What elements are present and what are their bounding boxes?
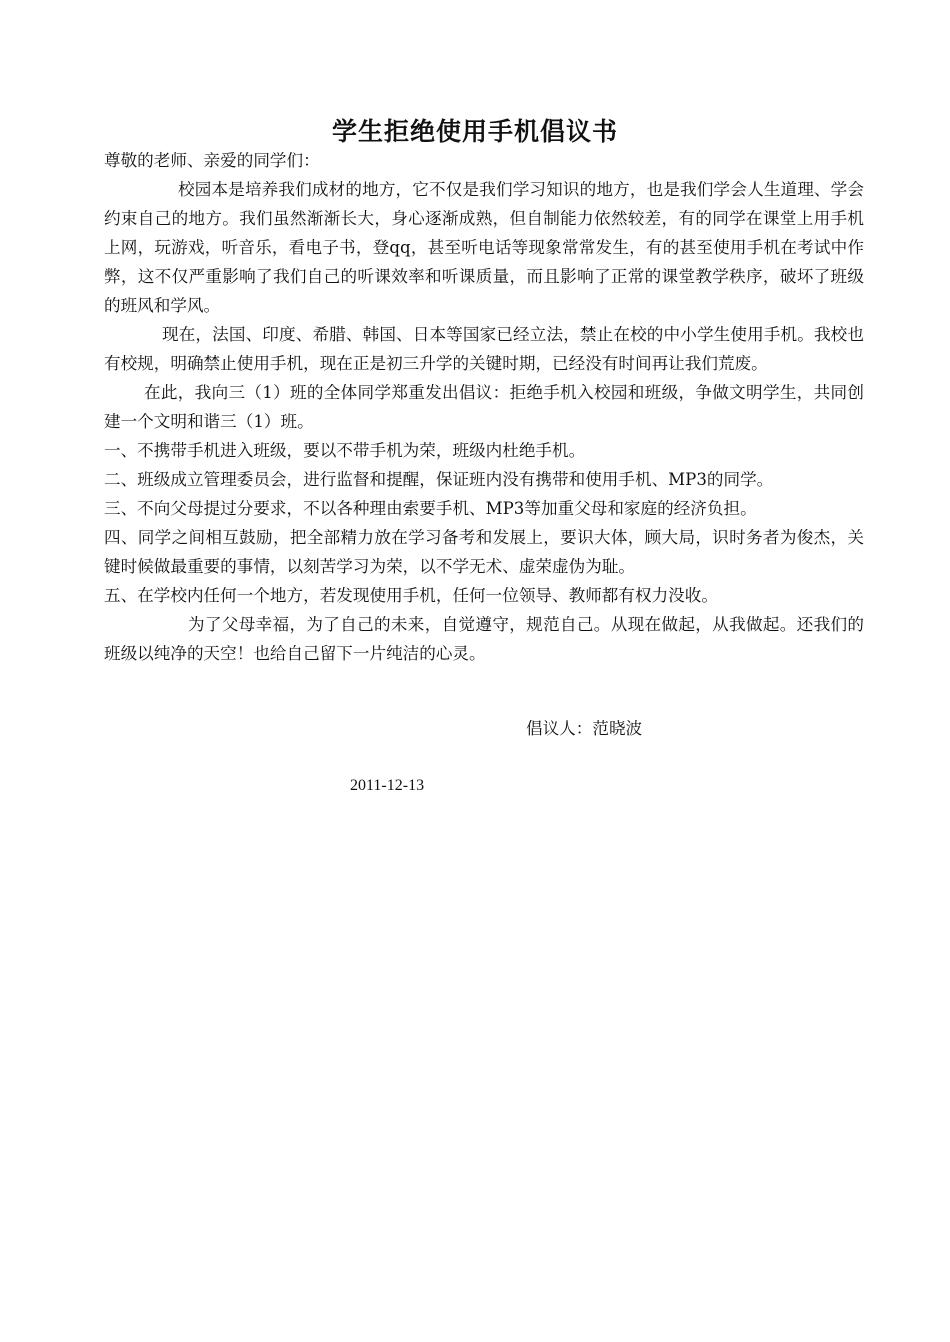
- signature: 倡议人：范晓波: [526, 719, 643, 738]
- list-item-4: 四、同学之间相互鼓励，把全部精力放在学习备考和发展上，要识大体，顾大局，识时务者为俊杰，关键时候做最重要的事情，以刻苦学习为荣，以不学无术、虚荣虚伪为耻。: [104, 528, 864, 576]
- paragraph-proposal: 在此，我向三（1）班的全体同学郑重发出倡议：拒绝手机入校园和班级，争做文明学生，共同创建一个文明和谐三（1）班。: [104, 383, 864, 431]
- document-date: 2011-12-13: [350, 777, 425, 794]
- paragraph-campus: 校园本是培养我们成材的地方，它不仅是我们学习知识的地方，也是我们学会人生道理、学会约束自己的地方。我们虽然渐渐长大，身心逐渐成熟，但自制能力依然较差，有的同学在课堂上用手机上网，玩游戏，听音乐，看电子书，登qq，甚至听电话等现象常常发生，有的甚至使用手机在考试中作弊，这不仅严重影响了我们自己的听课效率和听课质量，而且影响了正常的课堂教学秩序，破坏了班级的班风和学风。: [104, 180, 864, 315]
- document-title: 学生拒绝使用手机倡议书: [331, 117, 618, 146]
- document-body: [104, 146, 864, 668]
- list-item-5: 五、在学校内任何一个地方，若发现使用手机，任何一位领导、教师都有权力没收。: [104, 586, 718, 605]
- paragraph-closing: 为了父母幸福，为了自己的未来，自觉遵守，规范自己。从现在做起，从我做起。还我们的班级以纯净的天空！也给自己留下一片纯洁的心灵。: [104, 615, 864, 663]
- list-item-1: 一、不携带手机进入班级，要以不带手机为荣，班级内杜绝手机。: [104, 441, 586, 460]
- list-item-3: 三、不向父母提过分要求，不以各种理由索要手机、MP3等加重父母和家庭的经济负担。: [104, 499, 757, 518]
- salutation: 尊敬的老师、亲爱的同学们：: [104, 151, 320, 170]
- paragraph-legislation: 现在，法国、印度、希腊、韩国、日本等国家已经立法，禁止在校的中小学生使用手机。我校也有校规，明确禁止使用手机，现在正是初三升学的关键时期，已经没有时间再让我们荒废。: [104, 325, 864, 373]
- list-item-2: 二、班级成立管理委员会，进行监督和提醒，保证班内没有携带和使用手机、MP3的同学。: [104, 470, 774, 489]
